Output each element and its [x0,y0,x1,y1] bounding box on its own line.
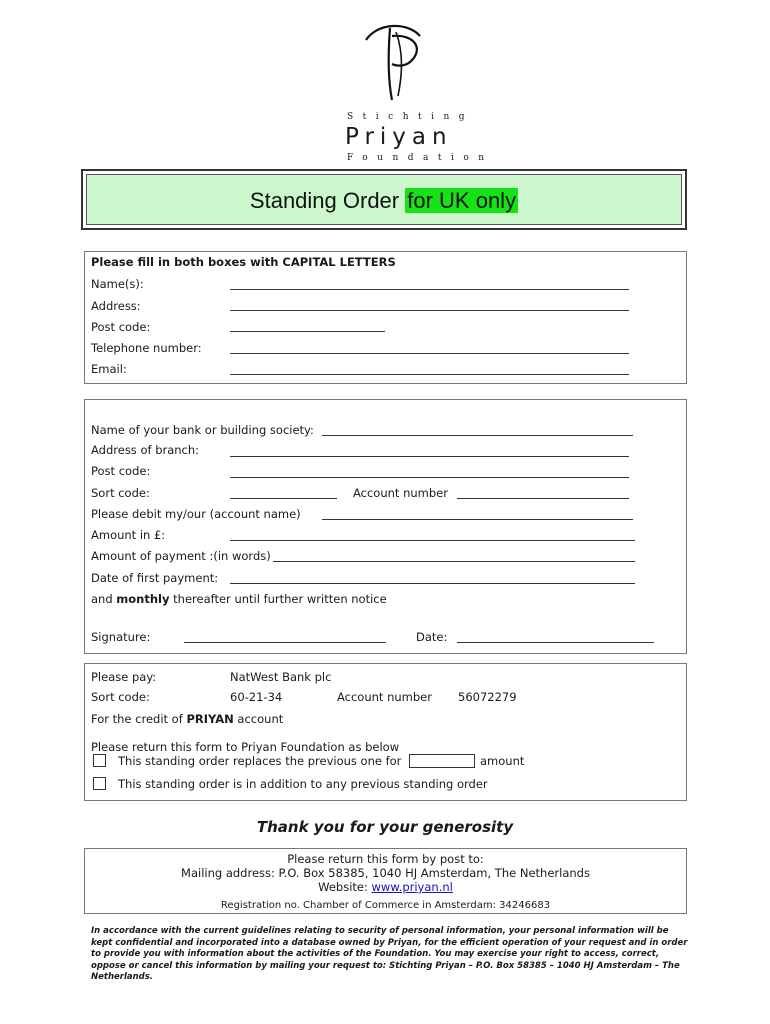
telephone-label: Telephone number: [91,341,202,355]
name-field[interactable] [230,289,629,290]
pay-value: NatWest Bank plc [230,670,332,684]
telephone-field[interactable] [230,353,629,354]
signature-field[interactable] [184,642,386,643]
return-text: Please return this form to Priyan Foundation as below [91,740,400,754]
payee-account-label: Account number [337,690,432,704]
account-name-field[interactable] [322,519,633,520]
debit-label: Please debit my/our (account name) [91,507,301,521]
date-label: Date: [416,630,448,644]
addition-checkbox[interactable] [93,777,106,790]
title-highlight: for UK only [407,188,517,213]
privacy-notice: In accordance with the current guidelines relating to security of personal information, your personal information will be kept confidential and incorporated into a database owned by Priyan, for the efficient operation of your request and in order to provide you with information about the activities of the Foundation. You may exercise your right to access, correct, oppose or cancel this information by mailing your request to: Stichting Priyan – P.O. Box 58385 – 1040 HJ Amsterdam – The Netherlands. [91,926,688,982]
account-number-label: Account number [353,486,448,500]
previous-amount-input[interactable] [409,754,475,768]
payee-box [84,663,687,801]
amount-text: amount [480,754,525,768]
postcode-label: Post code: [91,320,151,334]
title-banner [81,169,687,230]
bank-postcode-label: Post code: [91,464,151,478]
registration-text: Registration no. Chamber of Commerce in Amsterdam: 34246683 [220,900,551,911]
logo-name: Priyan [345,124,453,150]
monthly-text: and monthly thereafter until further written notice [91,592,387,606]
priyan-logo-mark [358,14,430,106]
bank-name-field[interactable] [322,435,633,436]
addition-text: This standing order is in addition to any previous standing order [118,777,488,791]
branch-label: Address of branch: [91,443,200,457]
logo-bottom-word: Foundation [347,153,494,163]
amount-label: Amount in £: [91,528,166,542]
postcode-field[interactable] [230,331,385,332]
payee-sortcode-value: 60-21-34 [230,690,283,704]
branch-field[interactable] [230,456,629,457]
address-field[interactable] [230,310,629,311]
first-payment-label: Date of first payment: [91,571,219,585]
sortcode-field[interactable] [230,498,337,499]
contact-mailing-address: Mailing address: P.O. Box 58385, 1040 HJ Amsterdam, The Netherlands [181,866,590,880]
email-label: Email: [91,362,127,376]
contact-website-line: Website: www.priyan.nl [318,880,453,894]
signature-label: Signature: [91,630,151,644]
name-label: Name(s): [91,277,144,291]
amount-field[interactable] [230,540,635,541]
pay-label: Please pay: [91,670,157,684]
credit-text: For the credit of PRIYAN account [91,712,284,726]
first-payment-field[interactable] [230,583,635,584]
replace-checkbox[interactable] [93,754,106,767]
payee-account-value: 56072279 [458,690,517,704]
bank-name-label: Name of your bank or building society: [91,423,314,437]
amount-words-label: Amount of payment :(in words) [91,549,271,563]
contact-line1: Please return this form by post to: [287,852,484,866]
logo-top-word: Stichting [347,112,475,122]
amount-words-field[interactable] [273,561,635,562]
personal-details-box [84,251,687,384]
date-field[interactable] [457,642,654,643]
payee-sortcode-label: Sort code: [91,690,150,704]
sortcode-label: Sort code: [91,486,150,500]
contact-box [84,848,687,914]
page-title: Standing Order for UK only [249,188,517,213]
website-link[interactable]: www.priyan.nl [371,880,453,894]
replace-text: This standing order replaces the previous one for [118,754,402,768]
personal-heading: Please fill in both boxes with CAPITAL LETTERS [91,255,396,269]
thanks-text: Thank you for your generosity [256,818,514,836]
email-field[interactable] [230,374,629,375]
account-number-field[interactable] [457,498,629,499]
bank-details-box [84,399,687,654]
bank-postcode-field[interactable] [230,477,629,478]
address-label: Address: [91,299,141,313]
